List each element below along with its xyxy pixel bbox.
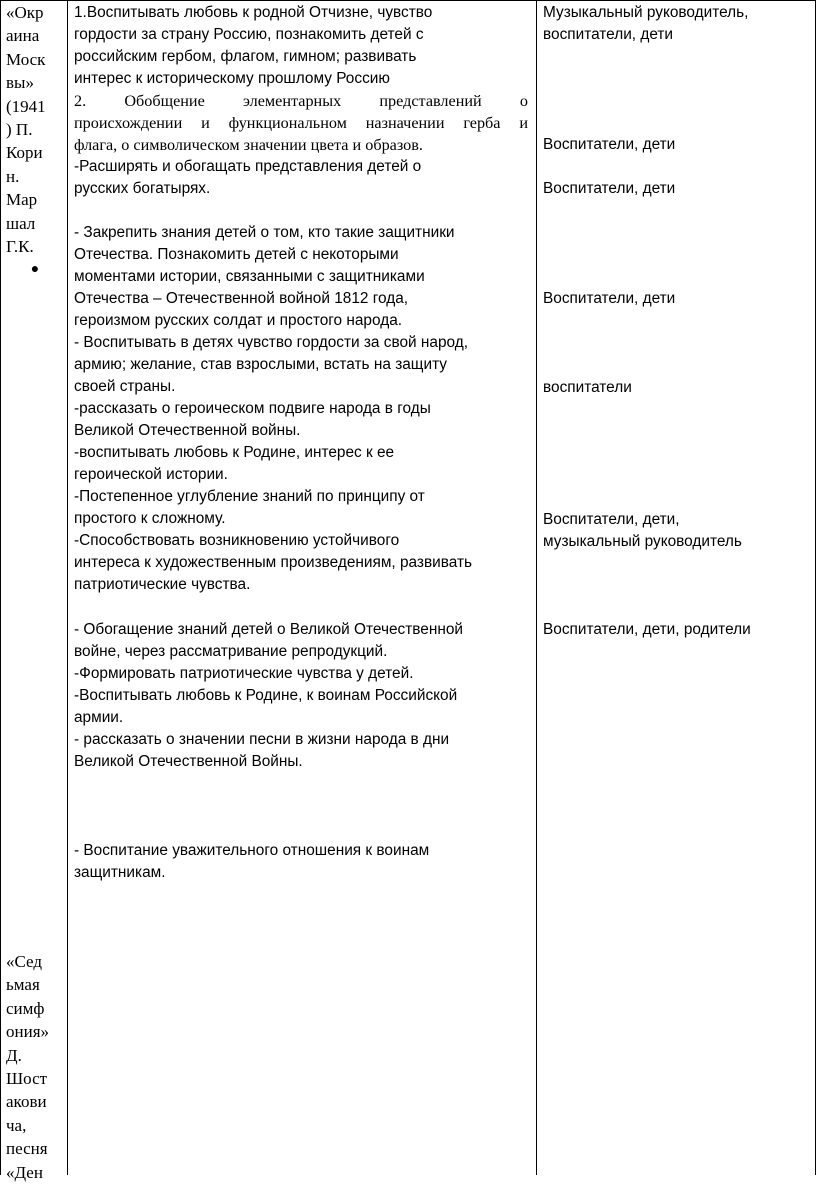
text-line: гордости за страну Россию, познакомить детей с xyxy=(74,26,424,43)
text-line: «Сед xyxy=(6,952,43,971)
goal-6-paragraph xyxy=(74,840,528,884)
participants-3 xyxy=(543,178,813,200)
text-line: 1.Воспитывать любовь к родной Отчизне, чувство xyxy=(74,4,433,21)
text-line: -Расширять и обогащать представления детей о xyxy=(74,158,422,175)
text-line: Воспитатели, дети xyxy=(543,180,676,197)
text-line: ) П. xyxy=(6,120,33,140)
text-line: ония» xyxy=(6,1022,50,1042)
text-line: аина xyxy=(6,26,40,46)
text-line: музыкальный руководитель xyxy=(543,533,742,550)
text-line: воспитатели, дети xyxy=(543,26,674,43)
participants-6 xyxy=(543,509,813,553)
text-line: акови xyxy=(6,1092,47,1112)
text-line: - Воспитание уважительного отношения к воинам xyxy=(74,842,430,859)
table-top-border xyxy=(0,0,816,1)
text-line: Д. xyxy=(6,1045,22,1065)
work-title-okraina xyxy=(6,1,64,282)
text-line: Воспитатели, дети xyxy=(543,136,676,153)
participants-4 xyxy=(543,288,813,310)
text-line: армию; желание, став взрослыми, встать на защиту xyxy=(74,356,447,373)
text-line: Воспитатели, дети, родители xyxy=(543,621,751,638)
text-line: Шост xyxy=(6,1069,48,1089)
text-line: «Ден xyxy=(6,1162,43,1182)
text-line: Воспитатели, дети xyxy=(543,290,676,307)
text-line: войне, через рассматривание репродукций. xyxy=(74,643,388,660)
goal-5-paragraph xyxy=(74,619,528,773)
text-line: -рассказать о героическом подвиге народа в годы xyxy=(74,400,431,417)
text-line: Г.К. xyxy=(6,237,34,257)
column-divider-1 xyxy=(67,0,68,1175)
text-line: Воспитатели, дети, xyxy=(543,511,680,528)
text-line: интерес к историческому прошлому Россию xyxy=(74,70,390,87)
text-line: Отечества. Познакомить детей с некоторыми xyxy=(74,246,399,263)
participants-1 xyxy=(543,2,813,46)
text-line: -Постепенное углубление знаний по принципу от xyxy=(74,488,425,505)
text-line: Музыкальный руководитель, xyxy=(543,4,749,21)
text-line: интереса к художественным произведениям, развивать xyxy=(74,554,473,571)
text-line: Великой Отечественной Войны. xyxy=(74,753,303,770)
text-line: «Окр xyxy=(6,3,44,22)
text-line: героической истории. xyxy=(74,466,228,483)
text-line: - рассказать о значении песни в жизни народа в дни xyxy=(74,731,450,748)
text-line: вы» xyxy=(6,73,34,93)
text-line: (1941 xyxy=(6,96,46,116)
text-line: песня xyxy=(6,1139,48,1159)
text-line: -воспитывать любовь к Родине, интерес к ее xyxy=(74,444,395,461)
text-line: героизмом русских солдат и простого народа. xyxy=(74,312,403,329)
goal-4-paragraph xyxy=(74,222,528,596)
text-line: Мар xyxy=(6,190,38,210)
text-line: флага, о символическом значении цвета и образов. xyxy=(74,136,423,154)
column-divider-2 xyxy=(536,0,537,1175)
participants-7 xyxy=(543,619,813,641)
text-line: русских богатырях. xyxy=(74,180,211,197)
text-line: защитникам. xyxy=(74,864,166,881)
text-line: воспитатели xyxy=(543,379,632,396)
text-line: ча, xyxy=(6,1115,27,1135)
text-line: Моск xyxy=(6,49,46,69)
text-line: н. xyxy=(6,166,20,186)
goal-3-paragraph xyxy=(74,156,528,200)
text-line: армии. xyxy=(74,709,124,726)
work-title-seventh-symphony xyxy=(6,950,64,1184)
text-line: моментами истории, связанными с защитниками xyxy=(74,268,425,285)
text-line: своей страны. xyxy=(74,378,176,395)
text-line: Кори xyxy=(6,143,43,163)
table-left-border xyxy=(0,0,1,1175)
text-line: симф xyxy=(6,998,45,1018)
text-line: - Обогащение знаний детей о Великой Отечественной xyxy=(74,621,463,638)
text-line: -Формировать патриотические чувства у детей. xyxy=(74,665,414,682)
text-line: - Воспитывать в детях чувство гордости за свой народ, xyxy=(74,334,468,351)
participants-5 xyxy=(543,377,813,399)
text-line: шал xyxy=(6,213,36,233)
text-line: Отечества – Отечественной войной 1812 года, xyxy=(74,290,409,307)
text-line: - Закрепить знания детей о том, кто такие защитники xyxy=(74,224,455,241)
text-line: российским гербом, флагом, гимном; развивать xyxy=(74,48,417,65)
text-line: -Воспитывать любовь к Родине, к воинам Российской xyxy=(74,687,458,704)
text-line: простого к сложному. xyxy=(74,510,226,527)
list-bullet-icon: ● xyxy=(30,262,40,278)
text-line: Великой Отечественной войны. xyxy=(74,422,301,439)
text-line: патриотические чувства. xyxy=(74,576,251,593)
text-line: 2. Обобщение элементарных представлений о xyxy=(74,92,528,110)
text-line: ьмая xyxy=(6,975,40,995)
text-line: -Способствовать возникновению устойчивого xyxy=(74,532,400,549)
goal-2-paragraph xyxy=(74,90,528,156)
text-line: происхождении и функциональном назначении герба и xyxy=(74,114,528,132)
goal-1-paragraph xyxy=(74,2,528,90)
participants-2 xyxy=(543,134,813,156)
